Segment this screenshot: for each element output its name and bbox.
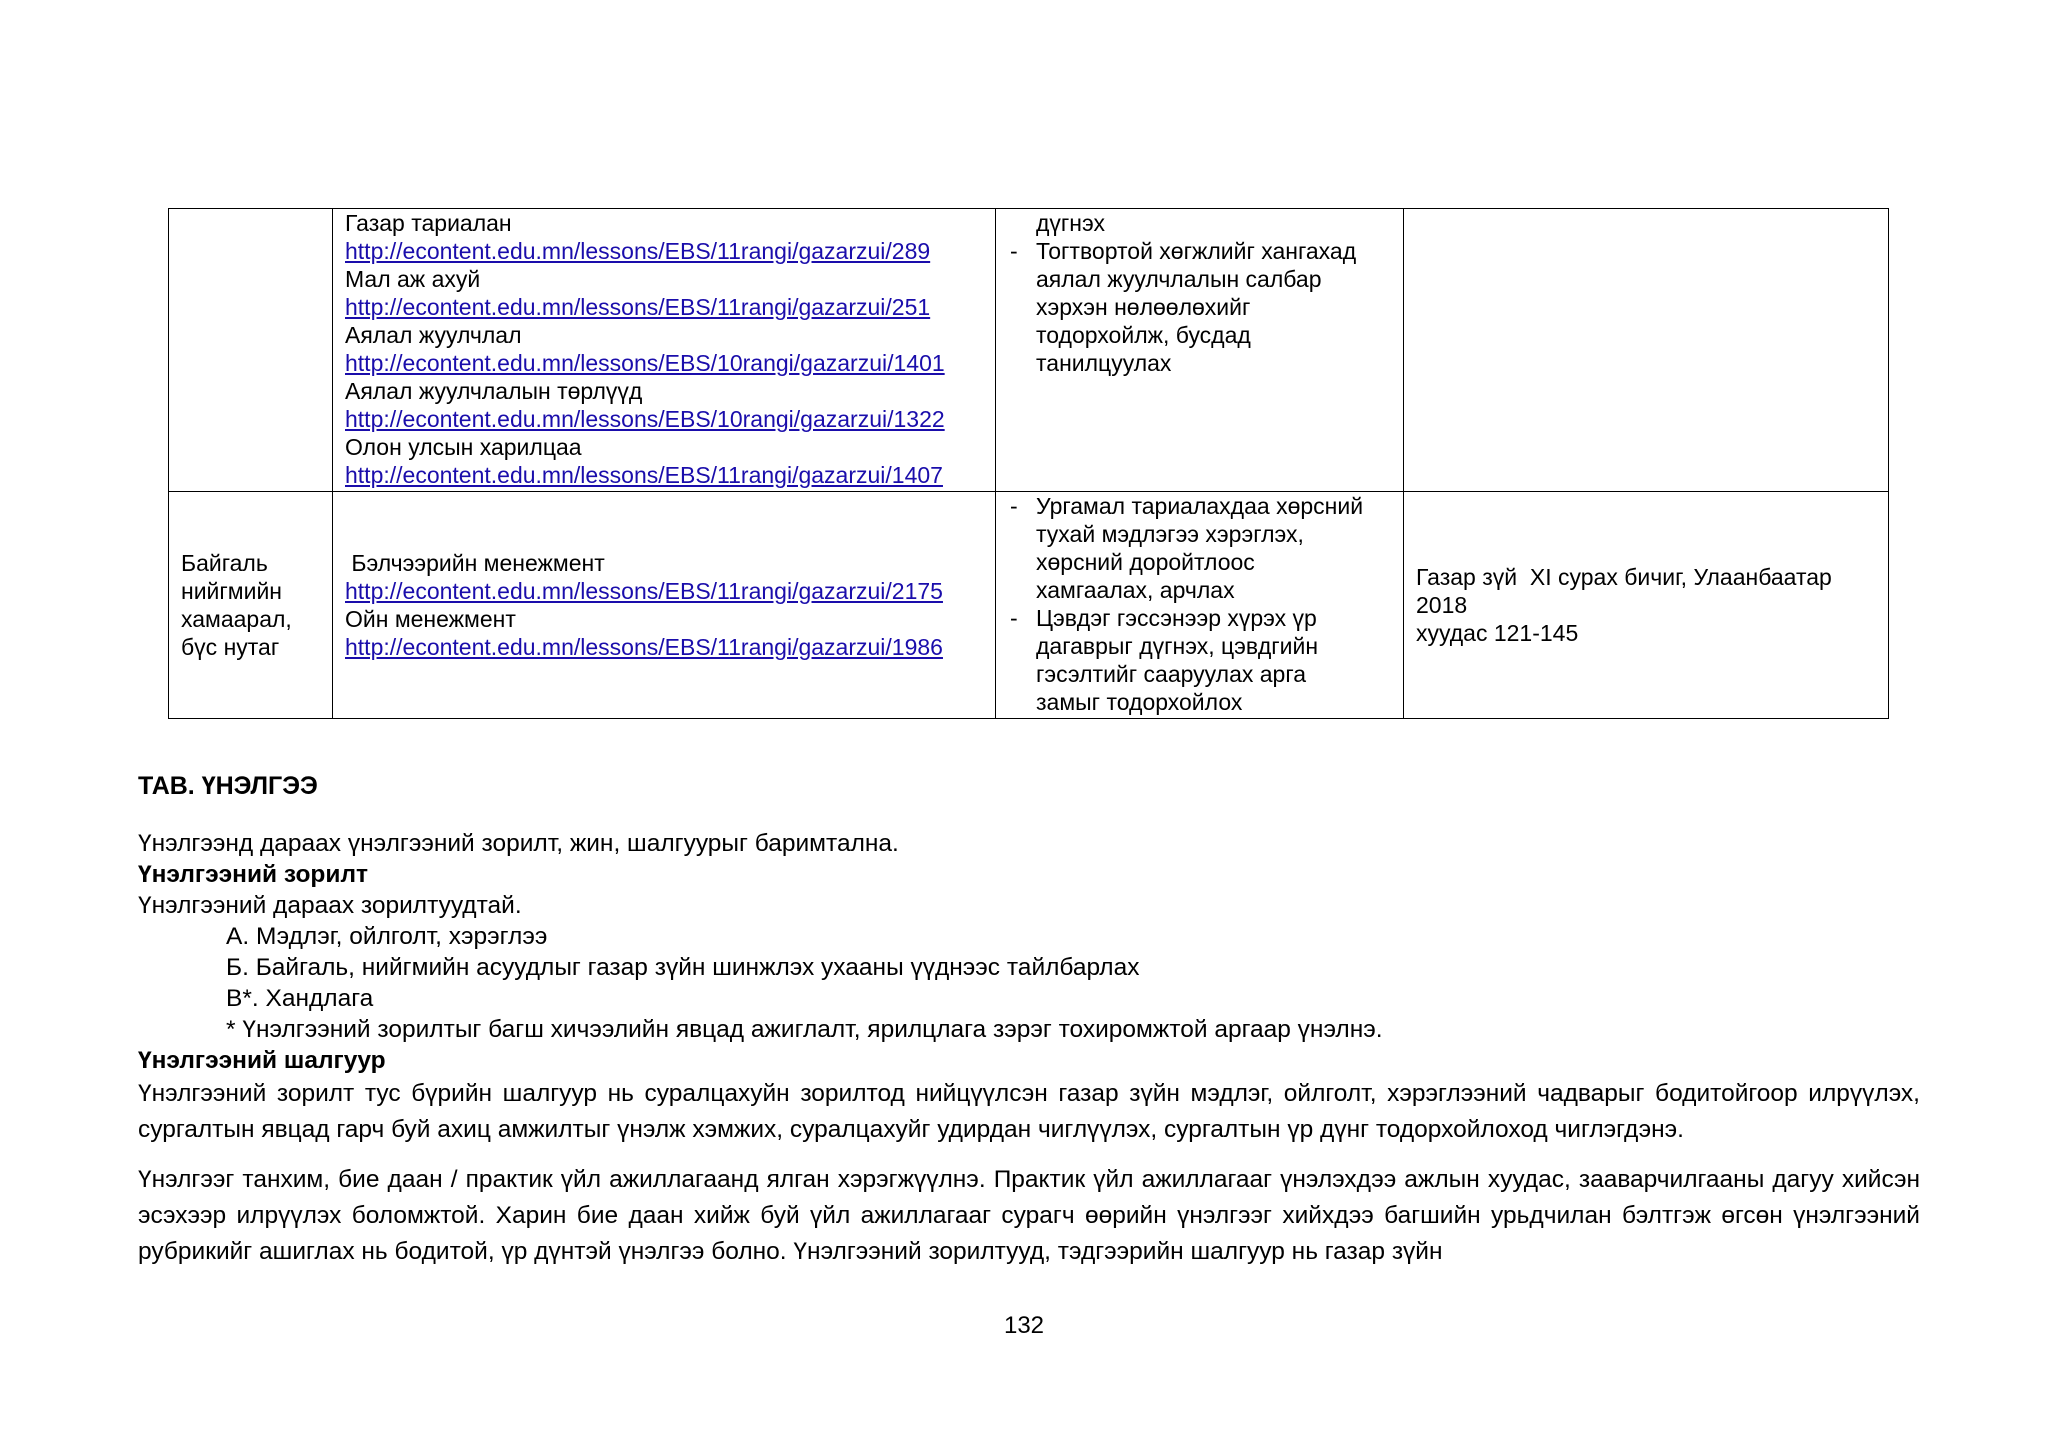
topic-label: Аялал жуулчлалын төрлүүд [345, 378, 643, 404]
activity-line: хөрсний доройтлоос [1036, 549, 1255, 575]
section-heading: ТАВ. ҮНЭЛГЭЭ [138, 772, 318, 800]
activity-line: - Ургамал тариалахдаа хөрсний [1036, 493, 1364, 519]
resource-line: 2018 [1416, 592, 1468, 618]
table-row [169, 209, 1889, 492]
theme-line: Байгаль [181, 550, 268, 576]
activity-list [1008, 492, 1391, 716]
goal-heading: Үнэлгээний зорилт [138, 861, 369, 888]
topic-label: Бэлчээрийн менежмент [345, 550, 605, 576]
page-number: 132 [1003, 1312, 1045, 1339]
table-row [169, 492, 1889, 719]
topic-label: Аялал жуулчлал [345, 322, 522, 348]
activity-line: танилцуулах [1036, 350, 1172, 376]
activity-line: - Цэвдэг гэссэнээр хүрэх үр [1036, 605, 1317, 631]
goal-item: Б. Байгаль, нийгмийн асуудлыг газар зүйн шинжлэх ухааны үүднээс тайлбарлах [226, 954, 1140, 981]
theme-line: хамаарал, [181, 606, 292, 632]
body-text [138, 828, 1920, 1270]
intro-paragraph: Үнэлгээнд дараах үнэлгээний зорилт, жин, шалгуурыг баримтална. [138, 830, 899, 857]
resources-cell [1404, 209, 1889, 492]
criteria-heading: Үнэлгээний шалгуур [138, 1047, 386, 1074]
activity-list [1008, 237, 1391, 377]
activity-item [1008, 237, 1391, 377]
final-paragraph: Үнэлгээг танхим, бие даан / практик үйл ажиллагаанд ялган хэрэгжүүлнэ. Практик үйл ажиллагааг үнэлэхдээ ажлын хуудас, зааварчилгааны дагуу хийсэн эсэхээр илрүүлэх боломжтой. Харин бие даан хийж буй үйл ажиллагааг сурагч өөрийн үнэлгээг хийхдээ багшийн урьдчилан бэлтгэж өгсөн үнэлгээний рубрикийг ашиглах нь бодитой, үр дүнтэй үнэлгээ болно. Үнэлгээний зорилтууд, тэдгээрийн шалгуур нь газар зүйн [138, 1166, 1920, 1265]
lesson-link[interactable]: http://econtent.edu.mn/lessons/EBS/10rangi/gazarzui/1322 [345, 406, 945, 432]
activity-line: тухай мэдлэгээ хэрэглэх, [1036, 521, 1304, 547]
topic-label: Олон улсын харилцаа [345, 434, 582, 460]
activity-line: замыг тодорхойлох [1036, 689, 1243, 715]
topics-cell [333, 209, 996, 492]
activity-item [1008, 492, 1391, 604]
lesson-link[interactable]: http://econtent.edu.mn/lessons/EBS/10rangi/gazarzui/1401 [345, 350, 945, 376]
activity-item [1008, 604, 1391, 716]
activity-line: гэсэлтийг сааруулах арга [1036, 661, 1307, 687]
activities-cell [996, 209, 1404, 492]
lesson-link[interactable]: http://econtent.edu.mn/lessons/EBS/11rangi/gazarzui/1986 [345, 634, 943, 660]
activity-line: дагаврыг дүгнэх, цэвдгийн [1036, 633, 1319, 659]
theme-cell [169, 492, 333, 719]
lesson-link[interactable]: http://econtent.edu.mn/lessons/EBS/11rangi/gazarzui/2175 [345, 578, 943, 604]
activity-line: - Тогтвортой хөгжлийг хангахад [1036, 238, 1357, 264]
activity-line: хэрхэн нөлөөлөхийг [1036, 294, 1251, 320]
lesson-link[interactable]: http://econtent.edu.mn/lessons/EBS/11rangi/gazarzui/289 [345, 238, 931, 264]
resources-cell [1404, 492, 1889, 719]
topic-label: Мал аж ахуй [345, 266, 481, 292]
activity-line: аялал жуулчлалын салбар [1036, 266, 1322, 292]
theme-cell [169, 209, 333, 492]
activity-continued: дүгнэх [1036, 210, 1105, 236]
topic-label: Газар тариалан [345, 210, 512, 236]
activity-line: хамгаалах, арчлах [1036, 577, 1235, 603]
curriculum-table [168, 208, 1889, 719]
criteria-paragraph: Үнэлгээний зорилт тус бүрийн шалгуур нь суралцахуйн зорилтод нийцүүлсэн газар зүйн мэдлэг, ойлголт, хэрэглээний чадварыг бодитойгоор илрүүлэх, сургалтын явцад гарч буй ахиц амжилтыг үнэлж хэмжих, суралцахуйг удирдан чиглүүлэх, сургалтын үр дүнг тодорхойлоход чиглэгдэнэ. [138, 1080, 1920, 1143]
lesson-link[interactable]: http://econtent.edu.mn/lessons/EBS/11rangi/gazarzui/251 [345, 294, 931, 320]
resource-line: хуудас 121-145 [1416, 620, 1579, 646]
resource-line: Газар зүй XI сурах бичиг, Улаанбаатар [1416, 564, 1832, 590]
activity-line: тодорхойлж, бусдад [1036, 322, 1251, 348]
topics-cell [333, 492, 996, 719]
goal-item: А. Мэдлэг, ойлголт, хэрэглээ [226, 923, 548, 950]
goal-note: * Үнэлгээний зорилтыг багш хичээлийн явцад ажиглалт, ярилцлага зэрэг тохиромжтой аргаар үнэлнэ. [226, 1016, 1383, 1043]
theme-line: нийгмийн [181, 578, 282, 604]
goal-item: В*. Хандлага [226, 985, 374, 1012]
theme-line: бүс нутаг [181, 634, 280, 660]
activities-cell [996, 492, 1404, 719]
topic-label: Ойн менежмент [345, 606, 516, 632]
goal-intro: Үнэлгээний дараах зорилтуудтай. [138, 892, 522, 919]
lesson-link[interactable]: http://econtent.edu.mn/lessons/EBS/11rangi/gazarzui/1407 [345, 462, 943, 488]
